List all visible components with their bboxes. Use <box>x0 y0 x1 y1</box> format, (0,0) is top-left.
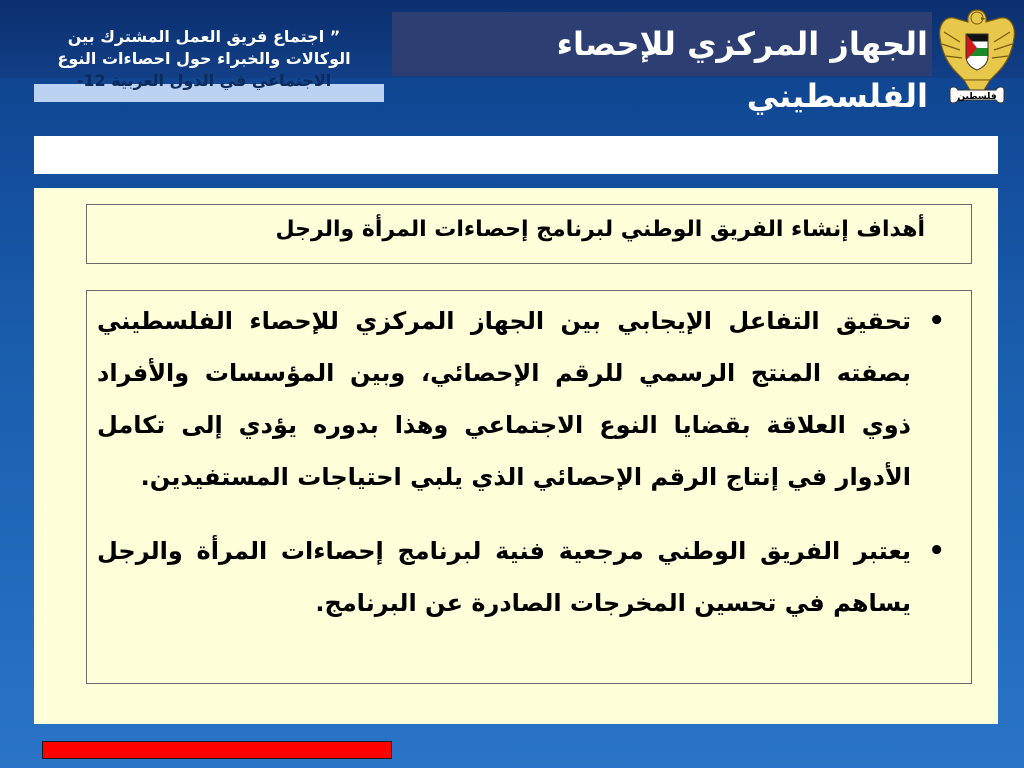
bullet-marker: • <box>928 536 945 566</box>
white-banner-bar <box>34 136 998 174</box>
bullet-text-1: تحقيق التفاعل الإيجابي بين الجهاز المركزي للإحصاء الفلسطيني بصفته المنتج الرسمي للرقم الإحصائي، وبين المؤسسات والأفراد ذوي العلاقة بقضايا النوع الاجتماعي وهذا بدوره يؤدي إلى تكامل الأدوار في إنتاج الرقم الإحصائي الذي يلبي احتياجات المستفيدين. <box>97 307 911 491</box>
meeting-caption <box>20 26 388 92</box>
meeting-line-3-text: الاجتماعي في الدول العربية <box>111 71 332 90</box>
bullet-list <box>97 295 953 629</box>
bullets-box <box>86 290 972 684</box>
bullet-item <box>97 295 953 503</box>
bullet-item <box>97 525 953 629</box>
bullet-text-2: يعتبر الفريق الوطني مرجعية فنية لبرنامج إحصاءات المرأة والرجل يساهم في تحسين المخرجات الصادرة عن البرنامج. <box>97 537 911 617</box>
meeting-line-3 <box>20 70 388 92</box>
meeting-number: 12- <box>76 71 106 90</box>
palestine-emblem-icon <box>934 2 1020 108</box>
meeting-line-1: ” اجتماع فريق العمل المشترك بين <box>67 27 341 46</box>
page-title: الجهاز المركزي للإحصاء الفلسطيني <box>556 25 928 115</box>
subtitle-box <box>86 204 972 264</box>
red-footer-bar <box>42 741 392 759</box>
bullet-marker: • <box>928 306 945 336</box>
slide-subtitle: أهداف إنشاء الفريق الوطني لبرنامج إحصاءات المرأة والرجل <box>275 217 925 242</box>
meeting-line-2: الوكالات والخبراء حول احصاءات النوع <box>57 49 351 68</box>
svg-text:فلسطين: فلسطين <box>957 92 997 102</box>
